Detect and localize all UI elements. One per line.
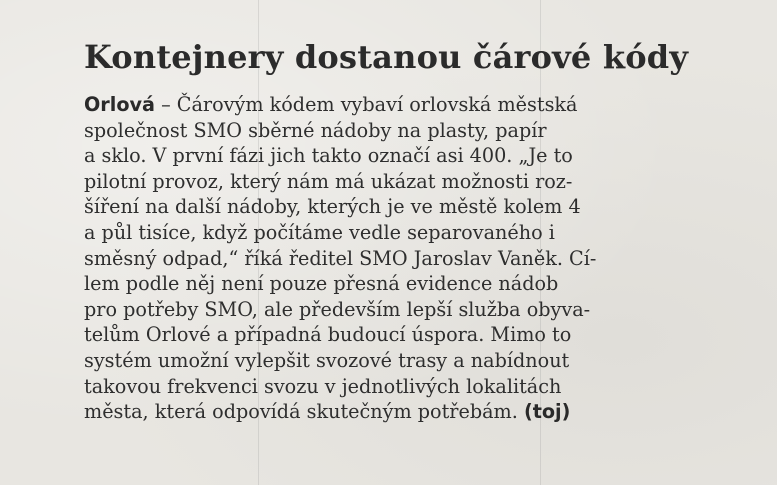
article-line: systém umožní vylepšit svozové trasy a nabídnout xyxy=(84,348,570,372)
article-line: pro potřeby SMO, ale především lepší služba obyva- xyxy=(84,297,591,321)
article-body xyxy=(84,92,684,425)
article-line: telům Orlové a případná budoucí úspora. Mimo to xyxy=(84,323,572,347)
article-line: pilotní provoz, který nám má ukázat možnosti roz- xyxy=(84,169,573,193)
article-headline: Kontejnery dostanou čárové kódy xyxy=(84,38,689,76)
article-line: směsný odpad,“ říká ředitel SMO Jaroslav Vaněk. Cí- xyxy=(84,246,597,270)
article-line: šíření na další nádoby, kterých je ve městě kolem 4 xyxy=(84,195,581,219)
article-line: Orlová – Čárovým kódem vybaví orlovská městská xyxy=(84,93,578,116)
article-line: města, která odpovídá skutečným potřebám. (toj) xyxy=(84,400,571,424)
article-line: takovou frekvenci svozu v jednotlivých lokalitách xyxy=(84,374,562,398)
article-dateline: Orlová xyxy=(84,93,155,116)
article-signature: (toj) xyxy=(523,400,571,424)
article-line: lem podle něj není pouze přesná evidence nádob xyxy=(84,272,559,296)
article-line: a sklo. V první fázi jich takto označí asi 400. „Je to xyxy=(84,144,573,168)
article-line: a půl tisíce, když počítáme vedle separovaného i xyxy=(84,220,555,244)
article-line: společnost SMO sběrné nádoby na plasty, papír xyxy=(84,118,547,142)
